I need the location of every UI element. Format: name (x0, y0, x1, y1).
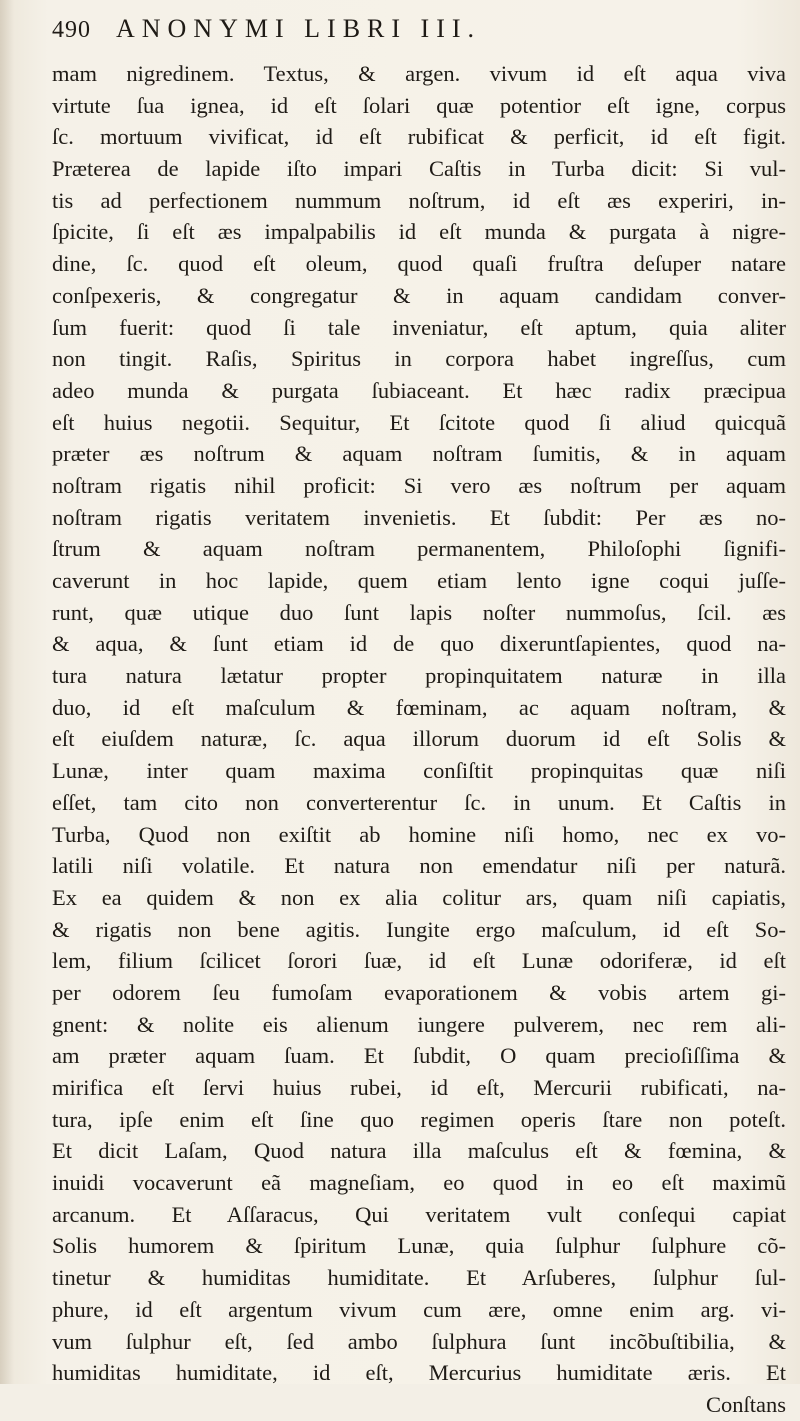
text-line: præter æs noſtrum & aquam noſtram ſumitis, & in aquam (52, 441, 786, 467)
text-line: tura natura lætatur propter propinquitatem naturæ in illa (52, 663, 786, 689)
text-line: ſpicite, ſi eſt æs impalpabilis id eſt munda & purgata à nigre- (52, 219, 786, 245)
text-line: vum ſulphur eſt, ſed ambo ſulphura ſunt incõbuſtibilia, & (52, 1328, 786, 1354)
text-line: & aqua, & ſunt etiam id de quo dixeruntſapientes, quod na- (52, 631, 786, 657)
text-line: & rigatis non bene agitis. Iungite ergo maſculum, id eſt So- (52, 916, 786, 942)
text-line: eſſet, tam cito non converterentur ſc. in unum. Et Caſtis in (52, 789, 786, 815)
text-line: humiditas humiditate, id eſt, Mercurius humiditate æris. Et (52, 1360, 786, 1386)
running-head: ANONYMI LIBRI III. (116, 14, 482, 43)
text-line: per odorem ſeu fumoſam evaporationem & vobis artem gi- (52, 979, 786, 1005)
text-line: tis ad perfectionem nummum noſtrum, id eſt æs experiri, in- (52, 187, 786, 213)
text-line: inuidi vocaverunt eã magneſiam, eo quod in eo eſt maximũ (52, 1170, 786, 1196)
text-line: Turba, Quod non exiſtit ab homine niſi homo, nec ex vo- (52, 821, 786, 847)
page-header (52, 14, 672, 54)
text-line: Lunæ, inter quam maxima conſiſtit propinquitas quæ niſi (52, 758, 786, 784)
text-line: eſt eiuſdem naturæ, ſc. aqua illorum duorum id eſt Solis & (52, 726, 786, 752)
text-line: runt, quæ utique duo ſunt lapis noſter nummoſus, ſcil. æs (52, 599, 786, 625)
text-line: Solis humorem & ſpiritum Lunæ, quia ſulphur ſulphure cõ- (52, 1233, 786, 1259)
text-line: noſtram rigatis veritatem invenietis. Et ſubdit: Per æs no- (52, 504, 786, 530)
text-line: Præterea de lapide iſto impari Caſtis in Turba dicit: Si vul- (52, 156, 786, 182)
text-line: virtute ſua ignea, id eſt ſolari quæ potentior eſt igne, corpus (52, 92, 786, 118)
text-line: noſtram rigatis nihil proficit: Si vero æs noſtrum per aquam (52, 472, 786, 498)
page-number: 490 (52, 17, 91, 43)
text-line: Et dicit Laſam, Quod natura illa maſculus eſt & fœmina, & (52, 1138, 786, 1164)
text-line: ſtrum & aquam noſtram permanentem, Philoſophi ſignifi- (52, 536, 786, 562)
text-line: dine, ſc. quod eſt oleum, quod quaſi fruſtra deſuper natare (52, 251, 786, 277)
text-line: eſt huius negotii. Sequitur, Et ſcitote quod ſi aliud quicquã (52, 409, 786, 435)
catchword: Conſtans (705, 1391, 786, 1417)
text-line: latili niſi volatile. Et natura non emendatur niſi per naturã. (52, 853, 786, 879)
text-line: phure, id eſt argentum vivum cum ære, omne enim arg. vi- (52, 1296, 786, 1322)
spine-shadow (0, 0, 14, 1384)
text-line: tinetur & humiditas humiditate. Et Arſuberes, ſulphur ſul- (52, 1265, 786, 1291)
text-line: duo, id eſt maſculum & fœminam, ac aquam noſtram, & (52, 694, 786, 720)
text-line: ſc. mortuum vivificat, id eſt rubificat & perficit, id eſt figit. (52, 124, 786, 150)
text-line: am præter aquam ſuam. Et ſubdit, O quam precioſiſſima & (52, 1043, 786, 1069)
text-line: Ex ea quidem & non ex alia colitur ars, quam niſi capiatis, (52, 884, 786, 910)
text-line: lem, filium ſcilicet ſorori ſuæ, id eſt Lunæ odoriferæ, id eſt (52, 948, 786, 974)
text-line: mam nigredinem. Textus, & argen. vivum id eſt aqua viva (52, 61, 786, 86)
text-line: caverunt in hoc lapide, quem etiam lento igne coqui juſſe- (52, 568, 786, 593)
body-text (52, 58, 786, 1421)
text-line: non tingit. Raſis, Spiritus in corpora habet ingreſſus, cum (52, 346, 786, 372)
text-line: mirifica eſt ſervi huius rubei, id eſt, Mercurii rubificati, na- (52, 1075, 786, 1100)
text-line: gnent: & nolite eis alienum iungere pulverem, nec rem ali- (52, 1011, 786, 1037)
text-line: ſum fuerit: quod ſi tale inveniatur, eſt aptum, quia aliter (52, 314, 786, 340)
text-line: arcanum. Et Aſſaracus, Qui veritatem vult conſequi capiat (52, 1201, 786, 1227)
text-line: tura, ipſe enim eſt ſine quo regimen operis ſtare non poteſt. (52, 1106, 786, 1132)
text-line: adeo munda & purgata ſubiaceant. Et hæc radix præcipua (52, 377, 786, 403)
text-line: conſpexeris, & congregatur & in aquam candidam conver- (52, 282, 786, 308)
